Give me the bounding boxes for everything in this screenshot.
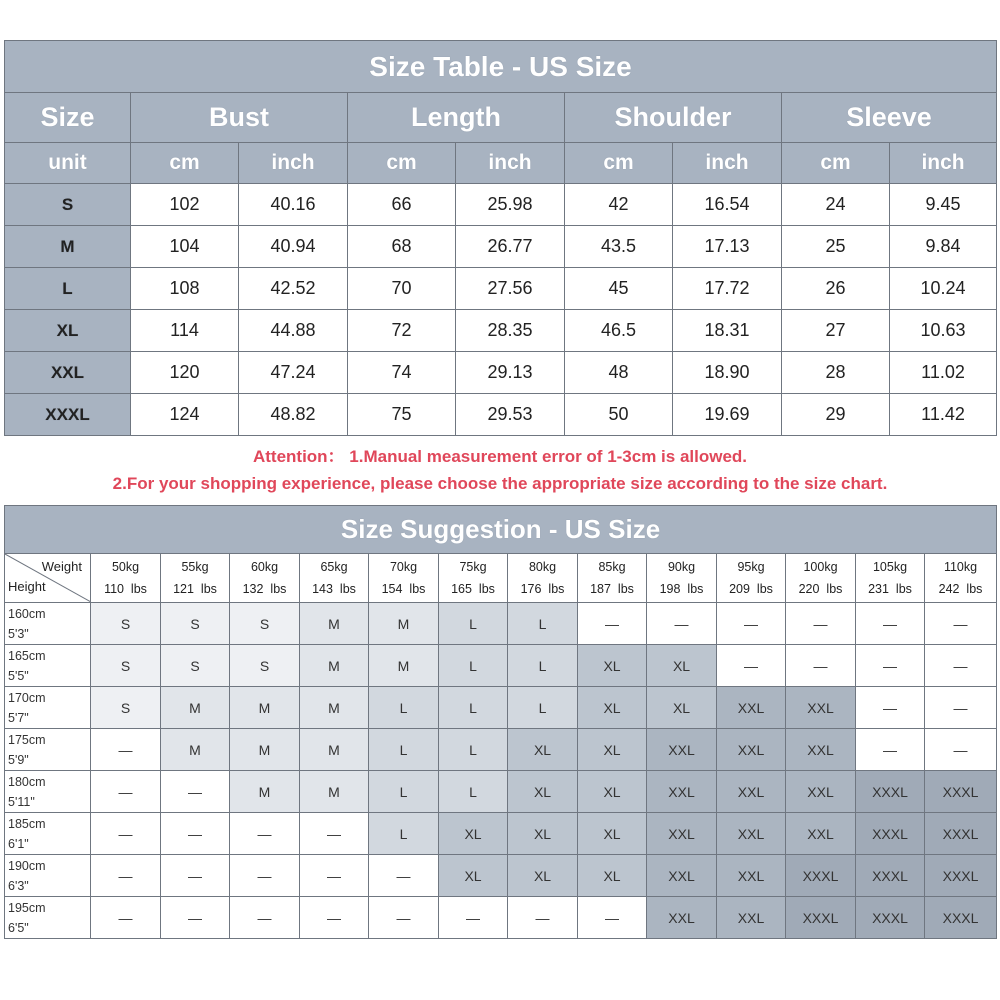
suggested-size-cell: — <box>161 897 230 939</box>
suggested-size-cell: M <box>161 687 230 729</box>
weight-kg: 65kg <box>320 560 348 574</box>
suggested-size-cell: L <box>508 645 578 687</box>
table-row <box>5 771 997 813</box>
measurement-cell: 9.45 <box>890 184 997 226</box>
suggested-size-cell: — <box>786 645 856 687</box>
suggested-size-cell: M <box>300 771 369 813</box>
measurement-cell: 46.5 <box>565 310 673 352</box>
suggested-size-cell: — <box>91 771 161 813</box>
measurement-cell: 50 <box>565 394 673 436</box>
height-ft: 5'9" <box>8 752 29 767</box>
weight-kg: 70kg <box>389 560 418 574</box>
height-ft: 6'5" <box>8 920 29 935</box>
suggested-size-cell: XXXL <box>786 897 856 939</box>
suggested-size-cell: S <box>91 687 161 729</box>
attention-note <box>4 443 996 497</box>
suggested-size-cell: XXL <box>717 771 786 813</box>
suggested-size-cell: XL <box>508 729 578 771</box>
weight-header <box>578 554 647 603</box>
weight-kg: 75kg <box>459 560 487 574</box>
suggested-size-cell: — <box>508 897 578 939</box>
suggested-size-cell: — <box>91 855 161 897</box>
weight-kg: 100kg <box>803 560 838 574</box>
attention-line-2: 2.For your shopping experience, please choose the appropriate size according to the size chart. <box>112 474 888 493</box>
suggested-size-cell: XXL <box>786 771 856 813</box>
suggested-size-cell: S <box>91 603 161 645</box>
measurement-cell: 10.24 <box>890 268 997 310</box>
weight-kg: 80kg <box>528 560 557 574</box>
measurement-cell: 17.72 <box>673 268 782 310</box>
weight-header <box>91 554 161 603</box>
suggested-size-cell: XXXL <box>925 771 997 813</box>
suggested-size-cell: L <box>439 645 508 687</box>
suggested-size-cell: — <box>925 729 997 771</box>
suggested-size-cell: — <box>91 897 161 939</box>
suggested-size-cell: M <box>300 729 369 771</box>
weight-lbs: 165 lbs <box>451 582 495 596</box>
header-sleeve: Sleeve <box>782 93 997 143</box>
height-cm: 180cm <box>8 774 46 789</box>
suggested-size-cell: — <box>856 603 925 645</box>
suggested-size-cell: XXXL <box>925 897 997 939</box>
suggested-size-cell: XL <box>578 813 647 855</box>
measurement-cell: 45 <box>565 268 673 310</box>
suggested-size-cell: XL <box>439 813 508 855</box>
weight-kg: 85kg <box>598 560 626 574</box>
height-ft: 5'11" <box>8 794 35 809</box>
height-label <box>5 687 91 729</box>
unit-label: unit <box>5 143 131 184</box>
suggested-size-cell: — <box>161 855 230 897</box>
suggested-size-cell: L <box>439 603 508 645</box>
suggested-size-cell: — <box>230 855 300 897</box>
suggested-size-cell: — <box>230 897 300 939</box>
measurement-cell: 104 <box>131 226 239 268</box>
weight-header <box>647 554 717 603</box>
suggested-size-cell: L <box>508 687 578 729</box>
suggested-size-cell: — <box>925 645 997 687</box>
weight-lbs: 154 lbs <box>381 582 426 596</box>
suggested-size-cell: — <box>300 897 369 939</box>
measurement-cell: 44.88 <box>239 310 348 352</box>
suggested-size-cell: L <box>508 603 578 645</box>
weight-header <box>161 554 230 603</box>
measurement-cell: 24 <box>782 184 890 226</box>
table-row <box>5 603 997 645</box>
weight-lbs: 121 lbs <box>173 582 217 596</box>
suggested-size-cell: — <box>161 771 230 813</box>
height-cm: 165cm <box>8 648 46 663</box>
header-bust: Bust <box>131 93 348 143</box>
measurement-cell: 68 <box>348 226 456 268</box>
suggested-size-cell: L <box>369 687 439 729</box>
suggested-size-cell: — <box>717 603 786 645</box>
suggested-size-cell: XXXL <box>925 855 997 897</box>
weight-header <box>717 554 786 603</box>
suggested-size-cell: L <box>439 687 508 729</box>
weight-lbs: 209 lbs <box>729 582 773 596</box>
height-label <box>5 645 91 687</box>
weight-header <box>786 554 856 603</box>
suggested-size-cell: XXL <box>786 813 856 855</box>
measurement-cell: 114 <box>131 310 239 352</box>
weight-header <box>369 554 439 603</box>
table-row <box>5 268 997 310</box>
measurement-cell: 43.5 <box>565 226 673 268</box>
weight-kg: 105kg <box>872 560 908 574</box>
weight-lbs: 220 lbs <box>798 582 843 596</box>
measurement-cell: 70 <box>348 268 456 310</box>
table-row <box>5 729 997 771</box>
measurement-cell: 27.56 <box>456 268 565 310</box>
measurement-cell: 26.77 <box>456 226 565 268</box>
measurement-cell: 102 <box>131 184 239 226</box>
weight-lbs: 242 lbs <box>938 582 983 596</box>
measurement-cell: 18.31 <box>673 310 782 352</box>
height-label <box>5 813 91 855</box>
table-row <box>5 226 997 268</box>
suggested-size-cell: XXL <box>647 771 717 813</box>
size-label: L <box>5 268 131 310</box>
weight-header <box>439 554 508 603</box>
measurement-cell: 18.90 <box>673 352 782 394</box>
weight-header <box>925 554 997 603</box>
suggested-size-cell: L <box>369 771 439 813</box>
suggested-size-cell: XL <box>578 645 647 687</box>
suggested-size-cell: XL <box>578 729 647 771</box>
suggested-size-cell: L <box>439 729 508 771</box>
height-cm: 160cm <box>8 606 46 621</box>
height-ft: 5'7" <box>8 710 29 725</box>
suggested-size-cell: M <box>300 645 369 687</box>
attention-line-1: Attention： 1.Manual measurement error of 1-3cm is allowed. <box>252 447 748 466</box>
measurement-cell: 42 <box>565 184 673 226</box>
unit-cell: cm <box>348 143 456 184</box>
table-row <box>5 855 997 897</box>
suggested-size-cell: — <box>856 645 925 687</box>
header-length: Length <box>348 93 565 143</box>
measurement-cell: 26 <box>782 268 890 310</box>
height-cm: 185cm <box>8 816 46 831</box>
measurement-cell: 29.13 <box>456 352 565 394</box>
suggested-size-cell: XXXL <box>786 855 856 897</box>
measurement-cell: 19.69 <box>673 394 782 436</box>
measurement-cell: 16.54 <box>673 184 782 226</box>
weight-lbs: 110 lbs <box>104 582 147 596</box>
suggested-size-cell: XL <box>647 645 717 687</box>
weight-header <box>508 554 578 603</box>
table-row <box>5 394 997 436</box>
measurement-cell: 74 <box>348 352 456 394</box>
suggested-size-cell: XXXL <box>925 813 997 855</box>
measurement-cell: 28 <box>782 352 890 394</box>
table-row <box>5 687 997 729</box>
size-label: S <box>5 184 131 226</box>
weight-kg: 90kg <box>667 560 696 574</box>
suggestion-title: Size Suggestion - US Size <box>5 506 997 554</box>
suggested-size-cell: S <box>230 645 300 687</box>
height-cm: 190cm <box>8 858 46 873</box>
suggested-size-cell: — <box>647 603 717 645</box>
measurement-cell: 25 <box>782 226 890 268</box>
suggested-size-cell: XXL <box>717 687 786 729</box>
size-label: XL <box>5 310 131 352</box>
table-row <box>5 813 997 855</box>
suggested-size-cell: XXXL <box>856 855 925 897</box>
suggested-size-cell: L <box>369 729 439 771</box>
suggested-size-cell: — <box>91 729 161 771</box>
measurement-cell: 29.53 <box>456 394 565 436</box>
suggested-size-cell: XL <box>508 855 578 897</box>
suggested-size-cell: XXL <box>647 813 717 855</box>
suggested-size-cell: M <box>300 603 369 645</box>
suggested-size-cell: XXL <box>717 729 786 771</box>
suggested-size-cell: — <box>439 897 508 939</box>
suggested-size-cell: — <box>369 897 439 939</box>
suggested-size-cell: S <box>230 603 300 645</box>
weight-header <box>230 554 300 603</box>
unit-cell: inch <box>673 143 782 184</box>
suggested-size-cell: — <box>300 855 369 897</box>
suggested-size-cell: M <box>230 687 300 729</box>
suggested-size-cell: — <box>161 813 230 855</box>
weight-kg: 110kg <box>943 560 978 574</box>
suggested-size-cell: — <box>369 855 439 897</box>
suggested-size-cell: — <box>717 645 786 687</box>
unit-cell: inch <box>890 143 997 184</box>
suggested-size-cell: XL <box>439 855 508 897</box>
size-label: XXL <box>5 352 131 394</box>
weight-height-corner <box>5 554 91 603</box>
suggested-size-cell: M <box>300 687 369 729</box>
measurement-cell: 11.42 <box>890 394 997 436</box>
weight-lbs: 198 lbs <box>659 582 704 596</box>
suggested-size-cell: XXL <box>717 813 786 855</box>
suggested-size-cell: M <box>161 729 230 771</box>
unit-cell: cm <box>782 143 890 184</box>
measurement-cell: 11.02 <box>890 352 997 394</box>
unit-cell: cm <box>131 143 239 184</box>
table-row <box>5 184 997 226</box>
suggested-size-cell: XXL <box>647 855 717 897</box>
suggested-size-cell: S <box>161 603 230 645</box>
suggested-size-cell: M <box>369 645 439 687</box>
suggested-size-cell: XXL <box>786 729 856 771</box>
suggested-size-cell: XXXL <box>856 897 925 939</box>
suggested-size-cell: XXL <box>647 729 717 771</box>
suggested-size-cell: XXXL <box>856 771 925 813</box>
suggested-size-cell: M <box>230 729 300 771</box>
weight-kg: 95kg <box>737 560 765 574</box>
measurement-cell: 108 <box>131 268 239 310</box>
weight-lbs: 187 lbs <box>590 582 634 596</box>
height-label <box>5 855 91 897</box>
header-size: Size <box>5 93 131 143</box>
table-row <box>5 310 997 352</box>
weight-header <box>856 554 925 603</box>
suggested-size-cell: L <box>439 771 508 813</box>
measurement-cell: 120 <box>131 352 239 394</box>
suggested-size-cell: XL <box>578 771 647 813</box>
table-row <box>5 645 997 687</box>
unit-cell: cm <box>565 143 673 184</box>
suggested-size-cell: — <box>786 603 856 645</box>
height-label <box>5 897 91 939</box>
height-label <box>5 603 91 645</box>
suggested-size-cell: XL <box>508 813 578 855</box>
suggested-size-cell: S <box>161 645 230 687</box>
height-ft: 6'3" <box>8 878 29 893</box>
measurement-cell: 75 <box>348 394 456 436</box>
measurement-cell: 40.94 <box>239 226 348 268</box>
height-label <box>5 771 91 813</box>
unit-cell: inch <box>456 143 565 184</box>
measurement-cell: 48 <box>565 352 673 394</box>
suggested-size-cell: — <box>925 603 997 645</box>
height-cm: 170cm <box>8 690 46 705</box>
measurement-cell: 17.13 <box>673 226 782 268</box>
height-ft: 6'1" <box>8 836 29 851</box>
weight-lbs: 143 lbs <box>312 582 356 596</box>
size-label: M <box>5 226 131 268</box>
suggested-size-cell: XL <box>578 855 647 897</box>
height-ft: 5'5" <box>8 668 29 683</box>
suggested-size-cell: — <box>91 813 161 855</box>
size-table-title: Size Table - US Size <box>5 41 997 93</box>
table-row <box>5 352 997 394</box>
weight-lbs: 176 lbs <box>520 582 565 596</box>
suggested-size-cell: XL <box>578 687 647 729</box>
weight-lbs: 132 lbs <box>242 582 287 596</box>
size-label: XXXL <box>5 394 131 436</box>
height-ft: 5'3" <box>8 626 29 641</box>
suggested-size-cell: — <box>300 813 369 855</box>
suggested-size-cell: — <box>856 729 925 771</box>
corner-height-label: Height <box>8 579 46 594</box>
weight-kg: 60kg <box>250 560 279 574</box>
measurement-cell: 72 <box>348 310 456 352</box>
measurement-cell: 40.16 <box>239 184 348 226</box>
suggested-size-cell: XXXL <box>856 813 925 855</box>
height-cm: 175cm <box>8 732 46 747</box>
corner-weight-label: Weight <box>41 559 82 574</box>
weight-kg: 50kg <box>111 560 140 574</box>
measurement-cell: 25.98 <box>456 184 565 226</box>
height-cm: 195cm <box>8 900 46 915</box>
suggested-size-cell: XXL <box>717 897 786 939</box>
suggested-size-cell: — <box>856 687 925 729</box>
height-label <box>5 729 91 771</box>
suggested-size-cell: L <box>369 813 439 855</box>
size-table <box>4 40 997 436</box>
suggested-size-cell: XXL <box>647 897 717 939</box>
unit-cell: inch <box>239 143 348 184</box>
measurement-cell: 9.84 <box>890 226 997 268</box>
weight-kg: 55kg <box>181 560 209 574</box>
suggested-size-cell: XXL <box>786 687 856 729</box>
table-row <box>5 897 997 939</box>
weight-header <box>300 554 369 603</box>
header-shoulder: Shoulder <box>565 93 782 143</box>
suggested-size-cell: — <box>578 603 647 645</box>
measurement-cell: 66 <box>348 184 456 226</box>
measurement-cell: 27 <box>782 310 890 352</box>
measurement-cell: 124 <box>131 394 239 436</box>
suggested-size-cell: M <box>230 771 300 813</box>
suggested-size-cell: S <box>91 645 161 687</box>
measurement-cell: 28.35 <box>456 310 565 352</box>
suggested-size-cell: M <box>369 603 439 645</box>
suggested-size-cell: — <box>925 687 997 729</box>
measurement-cell: 47.24 <box>239 352 348 394</box>
suggested-size-cell: XXL <box>717 855 786 897</box>
measurement-cell: 29 <box>782 394 890 436</box>
suggested-size-cell: — <box>230 813 300 855</box>
weight-lbs: 231 lbs <box>868 582 912 596</box>
measurement-cell: 48.82 <box>239 394 348 436</box>
suggested-size-cell: — <box>578 897 647 939</box>
size-suggestion-table <box>4 505 997 939</box>
suggested-size-cell: XL <box>647 687 717 729</box>
measurement-cell: 10.63 <box>890 310 997 352</box>
measurement-cell: 42.52 <box>239 268 348 310</box>
suggested-size-cell: XL <box>508 771 578 813</box>
